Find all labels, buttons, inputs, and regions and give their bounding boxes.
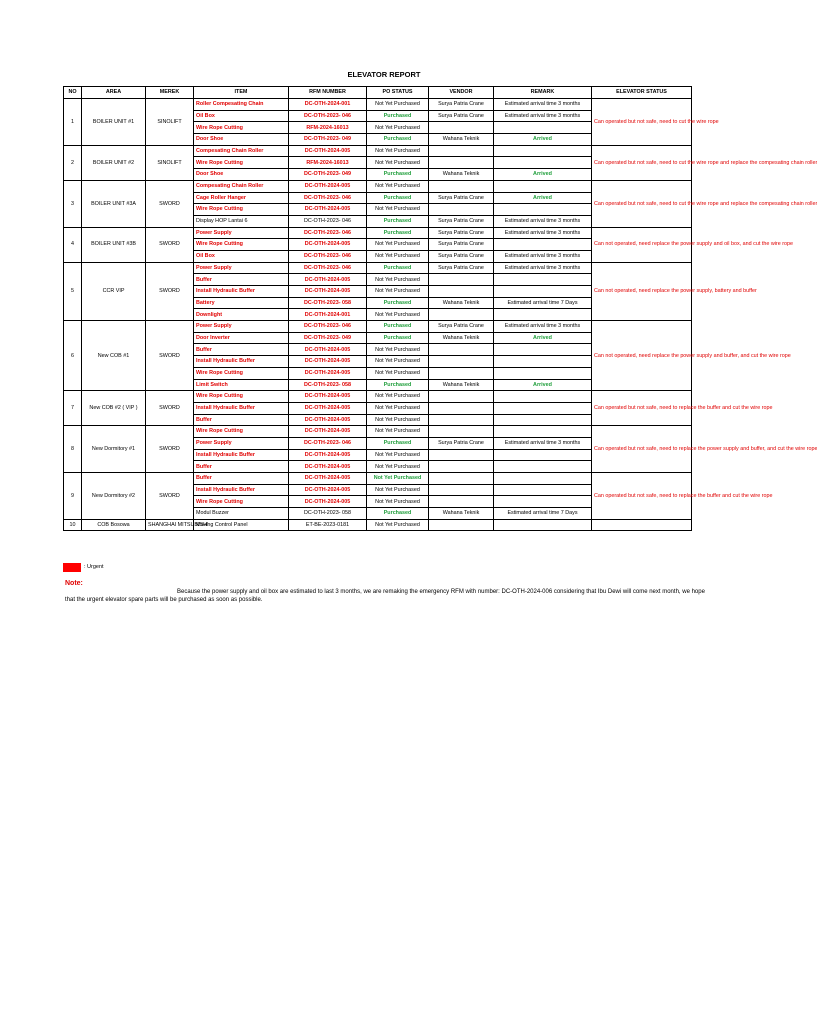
cell-vendor: Wahana Teknik	[429, 297, 494, 309]
table-row	[64, 180, 692, 192]
cell-item: Install Hydraulic Buffer	[194, 402, 289, 414]
cell-remark: Estimated arrival time 7 Days	[494, 297, 592, 309]
cell-rfm-number: DC-OTH-2024-005	[289, 426, 367, 438]
cell-item: Display HOP Lantai 6	[194, 215, 289, 227]
cell-vendor: Surya Patria Crane	[429, 99, 494, 111]
cell-po-status: Not Yet Purchased	[367, 157, 429, 169]
cell-vendor	[429, 344, 494, 356]
cell-po-status: Purchased	[367, 169, 429, 181]
cell-vendor	[429, 204, 494, 216]
cell-po-status: Purchased	[367, 110, 429, 122]
cell-remark: Arrived	[494, 379, 592, 391]
table-row	[64, 426, 692, 438]
cell-item: Wire Rope Cutting	[194, 496, 289, 508]
cell-vendor: Surya Patria Crane	[429, 321, 494, 333]
cell-po-status: Not Yet Purchased	[367, 180, 429, 192]
cell-item: Install Hydraulic Buffer	[194, 449, 289, 461]
cell-item: Buffer	[194, 344, 289, 356]
cell-remark: Estimated arrival time 3 months	[494, 99, 592, 111]
header-area: AREA	[82, 87, 146, 99]
cell-item: Power Supply	[194, 262, 289, 274]
cell-po-status: Purchased	[367, 321, 429, 333]
cell-merek: SWORD	[146, 180, 194, 227]
cell-remark: Estimated arrival time 3 months	[494, 437, 592, 449]
cell-vendor: Surya Patria Crane	[429, 110, 494, 122]
cell-vendor: Surya Patria Crane	[429, 192, 494, 204]
urgent-legend-swatch	[63, 563, 81, 572]
cell-vendor	[429, 449, 494, 461]
cell-vendor	[429, 157, 494, 169]
cell-rfm-number: DC-OTH-2024-005	[289, 484, 367, 496]
cell-area: New COB #1	[82, 321, 146, 391]
cell-vendor: Wahana Teknik	[429, 332, 494, 344]
cell-elevator-status: Can not operated, need replace the power supply, battery and buffer	[592, 262, 692, 320]
cell-remark	[494, 449, 592, 461]
cell-remark	[494, 473, 592, 485]
cell-rfm-number: DC-OTH-2023- 046	[289, 215, 367, 227]
note-label: Note:	[65, 580, 83, 587]
cell-vendor	[429, 461, 494, 473]
cell-item: Wire Rope Cutting	[194, 122, 289, 134]
cell-item: Power Supply	[194, 321, 289, 333]
cell-item: Wire Rope Cutting	[194, 157, 289, 169]
header-merek: MEREK	[146, 87, 194, 99]
cell-po-status: Not Yet Purchased	[367, 204, 429, 216]
cell-rfm-number: DC-OTH-2024-005	[289, 356, 367, 368]
cell-item: Wire Rope Cutting	[194, 367, 289, 379]
cell-item: Oil Box	[194, 110, 289, 122]
cell-vendor	[429, 309, 494, 321]
cell-item: Oil Box	[194, 250, 289, 262]
cell-item: Buffer	[194, 461, 289, 473]
cell-vendor	[429, 473, 494, 485]
cell-rfm-number: DC-OTH-2024-005	[289, 180, 367, 192]
header-remark: REMARK	[494, 87, 592, 99]
cell-rfm-number: RFM-2024-16013	[289, 122, 367, 134]
cell-po-status: Not Yet Purchased	[367, 461, 429, 473]
cell-vendor: Wahana Teknik	[429, 134, 494, 146]
cell-elevator-status: Can operated but not safe, need to replace the power supply and buffer, and cut the wire rope	[592, 426, 692, 473]
cell-po-status: Purchased	[367, 227, 429, 239]
cell-vendor	[429, 426, 494, 438]
cell-area: BOILER UNIT #3A	[82, 180, 146, 227]
cell-elevator-status: Can not operated, need replace the power supply and buffer, and cut the wire rope	[592, 321, 692, 391]
cell-rfm-number: DC-OTH-2023- 049	[289, 332, 367, 344]
header-item: ITEM	[194, 87, 289, 99]
table-row	[64, 99, 692, 111]
cell-rfm-number: DC-OTH-2023- 058	[289, 379, 367, 391]
cell-remark	[494, 496, 592, 508]
cell-vendor: Wahana Teknik	[429, 169, 494, 181]
cell-remark: Arrived	[494, 192, 592, 204]
cell-rfm-number: DC-OTH-2024-005	[289, 449, 367, 461]
header-po-status: PO STATUS	[367, 87, 429, 99]
cell-elevator-status: Can operated but not safe, need to cut the wire rope and replace the compesating chain roller	[592, 145, 692, 180]
cell-vendor: Surya Patria Crane	[429, 437, 494, 449]
cell-elevator-status: Can operated but not safe, need to cut the wire rope and replace the compesating chain roller	[592, 180, 692, 227]
cell-area: BOILER UNIT #1	[82, 99, 146, 146]
cell-remark	[494, 180, 592, 192]
cell-po-status: Not Yet Purchased	[367, 519, 429, 531]
header-rfm-number: RFM NUMBER	[289, 87, 367, 99]
cell-po-status: Not Yet Purchased	[367, 402, 429, 414]
cell-rfm-number: DC-OTH-2024-005	[289, 473, 367, 485]
cell-po-status: Not Yet Purchased	[367, 367, 429, 379]
cell-rfm-number: DC-OTH-2023- 046	[289, 262, 367, 274]
cell-item: Install Hydraulic Buffer	[194, 286, 289, 298]
table-body	[64, 99, 817, 531]
cell-po-status: Purchased	[367, 332, 429, 344]
cell-vendor	[429, 145, 494, 157]
cell-po-status: Not Yet Purchased	[367, 484, 429, 496]
cell-remark	[494, 414, 592, 426]
cell-remark	[494, 391, 592, 403]
cell-rfm-number: DC-OTH-2023- 046	[289, 250, 367, 262]
cell-rfm-number: RFM-2024-16013	[289, 157, 367, 169]
cell-rfm-number: DC-OTH-2023- 046	[289, 227, 367, 239]
cell-rfm-number: DC-OTH-2024-005	[289, 145, 367, 157]
cell-item: Buffer	[194, 414, 289, 426]
cell-no: 10	[64, 519, 82, 531]
cell-merek: SINOLIFT	[146, 145, 194, 180]
cell-remark: Estimated arrival time 3 months	[494, 321, 592, 333]
cell-po-status: Not Yet Purchased	[367, 449, 429, 461]
cell-merek: SWORD	[146, 391, 194, 426]
cell-merek: SWORD	[146, 262, 194, 320]
cell-item: Install Hydraulic Buffer	[194, 484, 289, 496]
cell-remark	[494, 519, 592, 531]
cell-item: Downlight	[194, 309, 289, 321]
cell-remark	[494, 157, 592, 169]
cell-item: Door Shoe	[194, 134, 289, 146]
cell-remark	[494, 309, 592, 321]
cell-vendor	[429, 122, 494, 134]
cell-elevator-status	[592, 519, 692, 531]
cell-po-status: Not Yet Purchased	[367, 99, 429, 111]
cell-po-status: Purchased	[367, 508, 429, 520]
cell-po-status: Purchased	[367, 134, 429, 146]
cell-merek: SWORD	[146, 473, 194, 520]
header-vendor: VENDOR	[429, 87, 494, 99]
cell-po-status: Not Yet Purchased	[367, 122, 429, 134]
cell-no: 4	[64, 227, 82, 262]
cell-vendor	[429, 274, 494, 286]
cell-po-status: Not Yet Purchased	[367, 356, 429, 368]
cell-remark: Estimated arrival time 3 months	[494, 262, 592, 274]
cell-no: 8	[64, 426, 82, 473]
cell-item: Roller Compesating Chain	[194, 99, 289, 111]
report-title: ELEVATOR REPORT	[347, 70, 421, 79]
cell-item: Moving Control Panel	[194, 519, 289, 531]
cell-item: Buffer	[194, 274, 289, 286]
cell-remark	[494, 286, 592, 298]
cell-po-status: Not Yet Purchased	[367, 239, 429, 251]
cell-rfm-number: DC-OTH-2023- 046	[289, 192, 367, 204]
cell-vendor	[429, 367, 494, 379]
cell-item: Door Shoe	[194, 169, 289, 181]
cell-no: 6	[64, 321, 82, 391]
cell-po-status: Purchased	[367, 192, 429, 204]
table-header-row	[64, 87, 692, 99]
cell-po-status: Purchased	[367, 437, 429, 449]
table-row	[64, 227, 692, 239]
cell-vendor	[429, 484, 494, 496]
cell-remark	[494, 461, 592, 473]
cell-remark	[494, 122, 592, 134]
cell-vendor	[429, 391, 494, 403]
cell-remark	[494, 239, 592, 251]
cell-rfm-number: DC-OTH-2024-005	[289, 402, 367, 414]
cell-rfm-number: DC-OTH-2023- 058	[289, 508, 367, 520]
cell-item: Modul Buzzer	[194, 508, 289, 520]
cell-remark	[494, 402, 592, 414]
header-elevator-status: ELEVATOR STATUS	[592, 87, 692, 99]
cell-item: Compesating Chain Roller	[194, 180, 289, 192]
cell-area: BOILER UNIT #2	[82, 145, 146, 180]
cell-rfm-number: DC-OTH-2024-001	[289, 99, 367, 111]
cell-rfm-number: DC-OTH-2024-001	[289, 309, 367, 321]
cell-po-status: Purchased	[367, 215, 429, 227]
cell-remark: Arrived	[494, 134, 592, 146]
table-row	[64, 519, 692, 531]
cell-po-status: Not Yet Purchased	[367, 309, 429, 321]
cell-no: 2	[64, 145, 82, 180]
cell-remark	[494, 356, 592, 368]
cell-item: Install Hydraulic Buffer	[194, 356, 289, 368]
table-row	[64, 473, 692, 485]
cell-item: Cage Roller Hanger	[194, 192, 289, 204]
cell-po-status: Not Yet Purchased	[367, 145, 429, 157]
cell-vendor: Wahana Teknik	[429, 379, 494, 391]
cell-vendor: Surya Patria Crane	[429, 227, 494, 239]
cell-po-status: Not Yet Purchased	[367, 274, 429, 286]
cell-elevator-status: Can not operated, need replace the power supply and oil box, and cut the wire rope	[592, 227, 692, 262]
urgent-legend-label: : Urgent	[84, 564, 104, 570]
cell-vendor: Surya Patria Crane	[429, 262, 494, 274]
cell-elevator-status: Can operated but not safe, need to cut the wire rope	[592, 99, 692, 146]
cell-merek: SINOLIFT	[146, 99, 194, 146]
cell-remark	[494, 426, 592, 438]
cell-po-status: Not Yet Purchased	[367, 496, 429, 508]
cell-po-status: Purchased	[367, 297, 429, 309]
table-row	[64, 145, 692, 157]
cell-no: 7	[64, 391, 82, 426]
table-row	[64, 262, 692, 274]
cell-remark: Estimated arrival time 7 Days	[494, 508, 592, 520]
cell-merek: SHANGHAI MITSUBISHI	[146, 519, 194, 531]
cell-remark: Arrived	[494, 169, 592, 181]
cell-no: 3	[64, 180, 82, 227]
cell-po-status: Not Yet Purchased	[367, 426, 429, 438]
cell-remark	[494, 367, 592, 379]
cell-rfm-number: DC-OTH-2023- 058	[289, 297, 367, 309]
cell-item: Battery	[194, 297, 289, 309]
note-text: Because the power supply and oil box are estimated to last 3 months, we are remaking the emergency RFM with number: DC-OTH-2024-006 considering that Ibu Dewi will come next month, we hope that the urgent elevator spare parts will be purchased as soon as possible.	[65, 589, 705, 603]
cell-rfm-number: DC-OTH-2024-005	[289, 391, 367, 403]
cell-area: New Dormitory #2	[82, 473, 146, 520]
cell-vendor: Surya Patria Crane	[429, 250, 494, 262]
cell-po-status: Not Yet Purchased	[367, 391, 429, 403]
cell-item: Wire Rope Cutting	[194, 239, 289, 251]
cell-vendor: Surya Patria Crane	[429, 239, 494, 251]
cell-remark	[494, 344, 592, 356]
cell-po-status: Not Yet Purchased	[367, 250, 429, 262]
cell-remark: Arrived	[494, 332, 592, 344]
cell-area: New Dormitory #1	[82, 426, 146, 473]
cell-vendor	[429, 496, 494, 508]
cell-item: Power Supply	[194, 227, 289, 239]
cell-vendor	[429, 356, 494, 368]
elevator-report-table	[63, 86, 817, 531]
cell-po-status: Purchased	[367, 379, 429, 391]
cell-rfm-number: DC-OTH-2024-005	[289, 496, 367, 508]
table-row	[64, 391, 692, 403]
cell-po-status: Not Yet Purchased	[367, 286, 429, 298]
cell-rfm-number: DC-OTH-2023- 046	[289, 437, 367, 449]
cell-merek: SWORD	[146, 321, 194, 391]
cell-vendor: Surya Patria Crane	[429, 215, 494, 227]
cell-rfm-number: DC-OTH-2024-005	[289, 239, 367, 251]
cell-rfm-number: ET-BE-2023-0181	[289, 519, 367, 531]
cell-rfm-number: DC-OTH-2023- 046	[289, 110, 367, 122]
cell-item: Power Supply	[194, 437, 289, 449]
cell-elevator-status: Can operated but not safe, need to replace the buffer and cut the wire rope	[592, 391, 692, 426]
cell-vendor: Wahana Teknik	[429, 508, 494, 520]
cell-item: Buffer	[194, 473, 289, 485]
cell-rfm-number: DC-OTH-2024-005	[289, 461, 367, 473]
cell-elevator-status: Can operated but not safe, need to replace the buffer and cut the wire rope	[592, 473, 692, 520]
cell-no: 1	[64, 99, 82, 146]
cell-vendor	[429, 414, 494, 426]
cell-no: 9	[64, 473, 82, 520]
cell-rfm-number: DC-OTH-2023- 049	[289, 134, 367, 146]
cell-rfm-number: DC-OTH-2024-005	[289, 274, 367, 286]
cell-area: CCR VIP	[82, 262, 146, 320]
cell-vendor	[429, 519, 494, 531]
header-no: NO	[64, 87, 82, 99]
cell-rfm-number: DC-OTH-2024-005	[289, 367, 367, 379]
cell-remark	[494, 274, 592, 286]
cell-no: 5	[64, 262, 82, 320]
cell-po-status: Not Yet Purchased	[367, 344, 429, 356]
cell-remark	[494, 204, 592, 216]
cell-item: Wire Rope Cutting	[194, 426, 289, 438]
cell-item: Wire Rope Cutting	[194, 391, 289, 403]
cell-item: Limit Switch	[194, 379, 289, 391]
cell-merek: SWORD	[146, 227, 194, 262]
cell-area: COB Bosowa	[82, 519, 146, 531]
cell-remark	[494, 484, 592, 496]
cell-rfm-number: DC-OTH-2024-005	[289, 344, 367, 356]
cell-po-status: Not Yet Purchased	[367, 473, 429, 485]
cell-remark: Estimated arrival time 3 months	[494, 110, 592, 122]
cell-area: New COB #2 ( VIP )	[82, 391, 146, 426]
cell-po-status: Not Yet Purchased	[367, 414, 429, 426]
cell-rfm-number: DC-OTH-2023- 049	[289, 169, 367, 181]
cell-rfm-number: DC-OTH-2024-005	[289, 286, 367, 298]
cell-item: Compesating Chain Roller	[194, 145, 289, 157]
cell-remark: Estimated arrival time 3 months	[494, 227, 592, 239]
table-row	[64, 321, 692, 333]
cell-merek: SWORD	[146, 426, 194, 473]
cell-rfm-number: DC-OTH-2024-005	[289, 204, 367, 216]
cell-vendor	[429, 402, 494, 414]
cell-area: BOILER UNIT #3B	[82, 227, 146, 262]
cell-rfm-number: DC-OTH-2023- 046	[289, 321, 367, 333]
cell-remark: Estimated arrival time 3 months	[494, 250, 592, 262]
cell-vendor	[429, 180, 494, 192]
cell-remark: Estimated arrival time 3 months	[494, 215, 592, 227]
cell-po-status: Purchased	[367, 262, 429, 274]
cell-item: Wire Rope Cutting	[194, 204, 289, 216]
cell-remark	[494, 145, 592, 157]
cell-item: Door Inverter	[194, 332, 289, 344]
cell-rfm-number: DC-OTH-2024-005	[289, 414, 367, 426]
cell-vendor	[429, 286, 494, 298]
